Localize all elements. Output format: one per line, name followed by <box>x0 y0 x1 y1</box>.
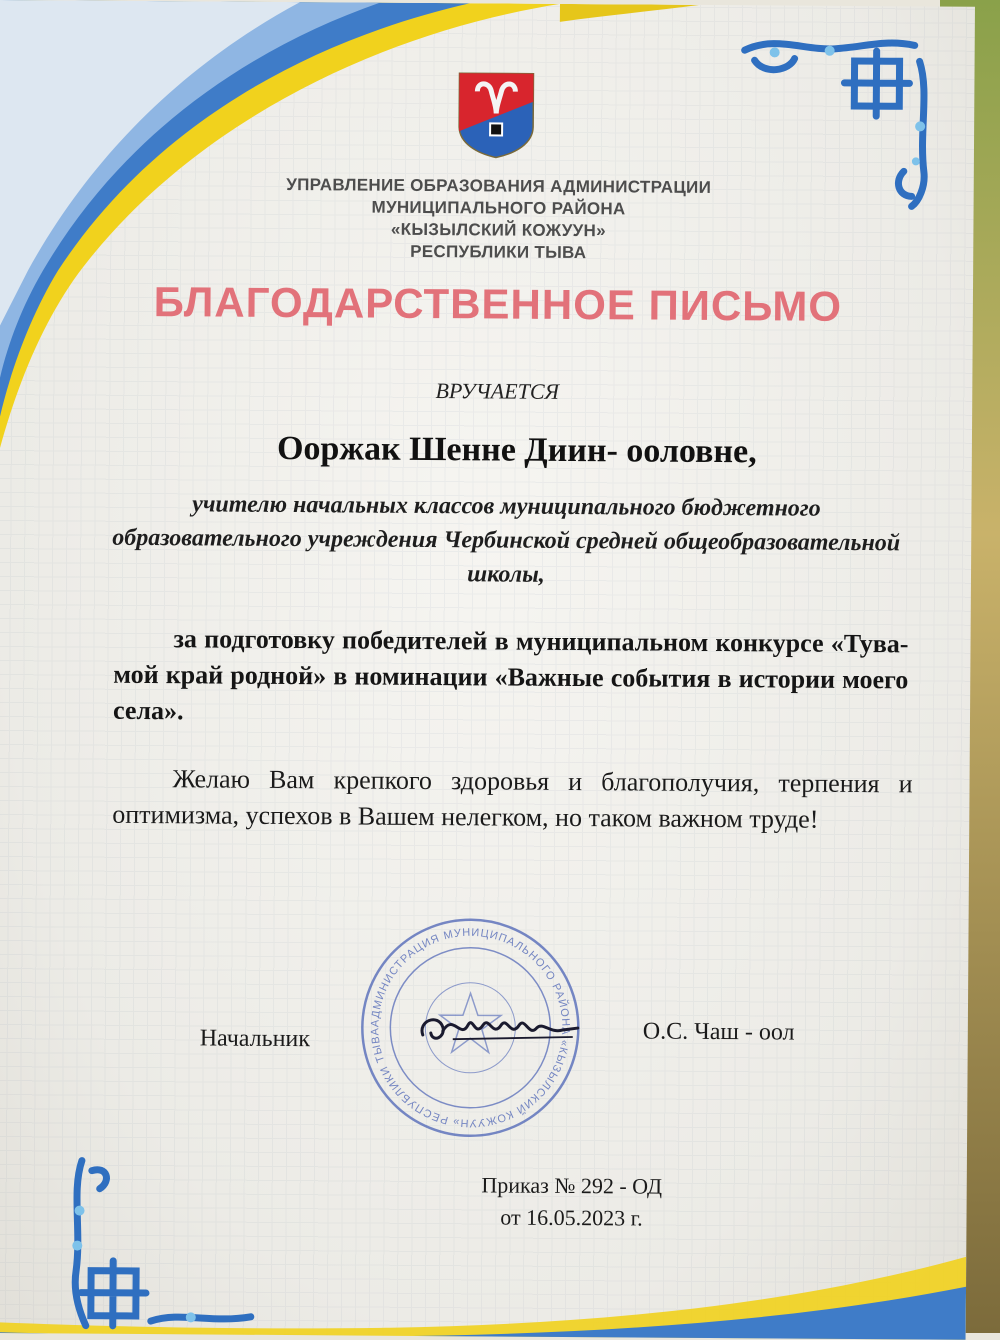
corner-ornament-bottom-left <box>61 1150 262 1334</box>
handwritten-signature <box>413 1003 583 1054</box>
svg-text:АДМИНИСТРАЦИЯ МУНИЦИПАЛЬНОГО Р: АДМИНИСТРАЦИЯ МУНИЦИПАЛЬНОГО РАЙОНА «КЫЗЫЛСКИЙ КОЖУУН» РЕСПУБЛИКИ ТЫВА <box>369 926 572 1129</box>
recipient-name: Ооржак Шенне Диин- ооловне, <box>276 429 757 471</box>
issuing-organization <box>188 173 809 265</box>
organization-line-2: МУНИЦИПАЛЬНОГО РАЙОНА <box>371 197 626 219</box>
signatory-name: О.С. Чаш - оол <box>642 1018 795 1046</box>
organization-line-3: «КЫЗЫЛСКИЙ КОЖУУН» <box>390 219 606 241</box>
order-date: от 16.05.2023 г. <box>500 1204 643 1231</box>
coat-of-arms-emblem <box>457 71 536 160</box>
awarded-label: ВРУЧАЕТСЯ <box>435 378 560 404</box>
award-reason: за подготовку победителей в муниципальном конкурсе «Тува- мой край родной» в номинации «Важные события в истории моего села». <box>112 624 909 726</box>
organization-line-4: РЕСПУБЛИКИ ТЫВА <box>410 241 587 263</box>
recipient-position: учителю начальных классов муниципального бюджетного образовательного учреждения Чербинской средней общеобразовательной школы, <box>112 491 901 588</box>
signatory-role: Начальник <box>199 1025 311 1053</box>
order-reference <box>411 1169 731 1235</box>
wishes-paragraph: Желаю Вам крепкого здоровья и благополучия, терпения и оптимизма, успехов в Вашем нелегком, но таком важном труде! <box>112 764 913 834</box>
organization-line-1: УПРАВЛЕНИЕ ОБРАЗОВАНИЯ АДМИНИСТРАЦИИ <box>286 175 712 197</box>
document-title: БЛАГОДАРСТВЕННОЕ ПИСЬМО <box>153 278 843 330</box>
order-number: Приказ № 292 - ОД <box>481 1172 663 1199</box>
